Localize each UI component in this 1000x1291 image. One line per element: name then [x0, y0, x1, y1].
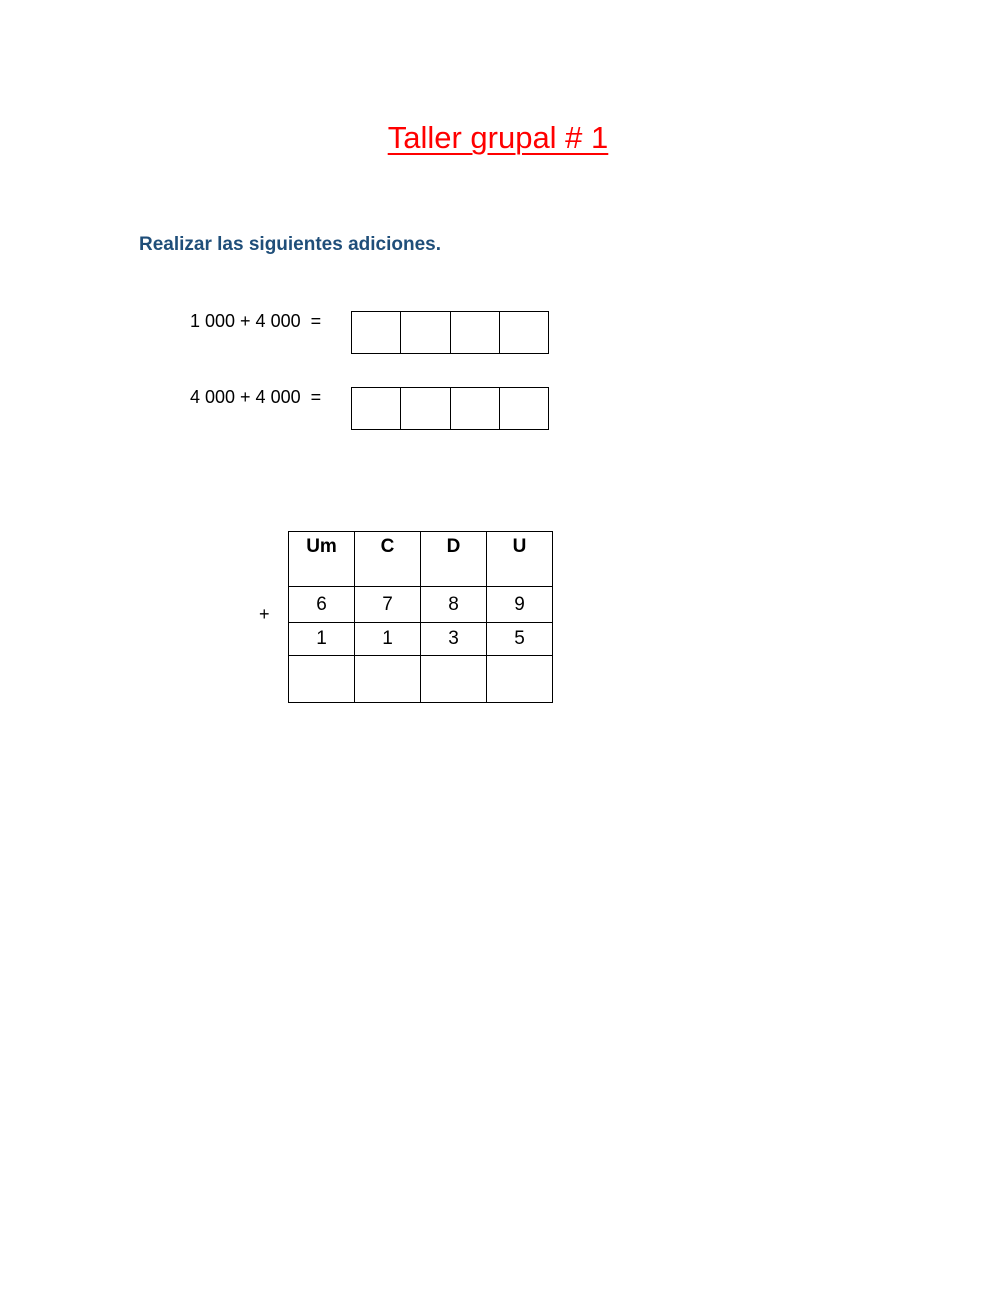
header-um: Um	[289, 532, 355, 587]
place-value-addition-table	[288, 531, 553, 703]
answer-cell-um[interactable]	[352, 312, 400, 353]
table-row-result	[289, 656, 553, 703]
equation-1-answer-grid	[351, 311, 549, 354]
answer-cell-d[interactable]	[450, 312, 499, 353]
result-cell-c[interactable]	[355, 656, 421, 703]
plus-sign: +	[259, 604, 270, 624]
answer-cell-c[interactable]	[400, 312, 449, 353]
table-header-row	[289, 532, 553, 587]
table-row-addend-2	[289, 623, 553, 656]
table-row-addend-1	[289, 587, 553, 623]
result-cell-um[interactable]	[289, 656, 355, 703]
header-u: U	[487, 532, 553, 587]
answer-cell-u[interactable]	[499, 388, 548, 429]
result-cell-u[interactable]	[487, 656, 553, 703]
header-d: D	[421, 532, 487, 587]
addend-1-um: 6	[289, 587, 355, 623]
addend-1-c: 7	[355, 587, 421, 623]
addend-1-d: 8	[421, 587, 487, 623]
page-title: Taller grupal # 1	[387, 120, 609, 155]
addend-2-u: 5	[487, 623, 553, 656]
addend-2-um: 1	[289, 623, 355, 656]
equation-1-label: 1 000 + 4 000 =	[190, 311, 322, 331]
result-cell-d[interactable]	[421, 656, 487, 703]
instruction-text: Realizar las siguientes adiciones.	[139, 234, 442, 255]
equation-2-answer-grid	[351, 387, 549, 430]
equation-2-label: 4 000 + 4 000 =	[190, 387, 322, 407]
addend-2-c: 1	[355, 623, 421, 656]
addend-1-u: 9	[487, 587, 553, 623]
answer-cell-u[interactable]	[499, 312, 548, 353]
header-c: C	[355, 532, 421, 587]
answer-cell-c[interactable]	[400, 388, 449, 429]
answer-cell-um[interactable]	[352, 388, 400, 429]
answer-cell-d[interactable]	[450, 388, 499, 429]
addend-2-d: 3	[421, 623, 487, 656]
